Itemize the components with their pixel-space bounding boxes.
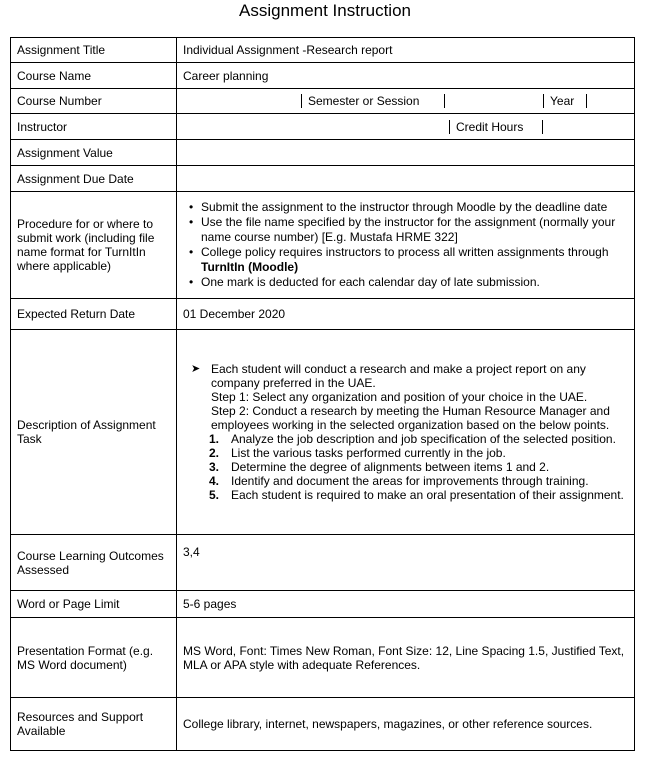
description-step1: Step 1: Select any organization and position of your choice in the UAE. <box>211 390 588 404</box>
table-row <box>11 140 635 166</box>
course-name-value: Career planning <box>177 63 635 89</box>
course-number-split <box>177 89 635 114</box>
course-number-value <box>177 94 302 108</box>
row-label: Course Number <box>11 89 177 114</box>
table-row <box>11 698 635 751</box>
row-label: Course Name <box>11 63 177 89</box>
row-label: Assignment Value <box>11 140 177 166</box>
list-item: 4. Identify and document the areas for improvements through training. <box>209 474 589 488</box>
table-row <box>11 114 635 140</box>
row-label: Assignment Title <box>11 38 177 63</box>
page-title: Assignment Instruction <box>239 1 411 20</box>
list-item: 2. List the various tasks performed currently in the job. <box>209 446 506 460</box>
list-item: 3. Determine the degree of alignments between items 1 and 2. <box>209 460 550 474</box>
year-value <box>587 94 635 108</box>
row-label: Instructor <box>11 114 177 140</box>
list-item-text: College policy requires instructors to process all written assignments through <box>201 245 609 259</box>
semester-label: Semester or Session <box>302 94 445 108</box>
instructor-split <box>177 114 635 140</box>
presentation-value: MS Word, Font: Times New Roman, Font Size: 12, Line Spacing 1.5, Justified Text, MLA or APA style with adequate References. <box>177 618 635 698</box>
table-row <box>11 89 635 114</box>
return-date-value: 01 December 2020 <box>177 299 635 330</box>
list-item: 1. Analyze the job description and job specification of the selected position. <box>209 432 616 446</box>
arrow-bullet-icon: ➤ <box>191 363 201 375</box>
procedure-list <box>183 200 628 290</box>
task-list <box>211 432 628 502</box>
list-item: • One mark is deducted for each calendar day of late submission. <box>201 275 628 290</box>
list-item: • Submit the assignment to the instructor through Moodle by the deadline date <box>201 200 628 215</box>
assignment-value-value <box>177 140 635 166</box>
table-row <box>11 591 635 618</box>
assignment-table <box>10 37 635 751</box>
description-intro: Each student will conduct a research and make a project report on any company preferred in the UAE. <box>211 362 586 390</box>
description-step2: Step 2: Conduct a research by meeting the Human Resource Manager and employees working in the selected organization based on the below points. <box>211 404 610 432</box>
row-label: Assignment Due Date <box>11 166 177 192</box>
table-row <box>11 535 635 591</box>
credit-hours-value <box>543 120 635 134</box>
outcomes-value: 3,4 <box>177 535 635 591</box>
table-row <box>11 330 635 535</box>
word-limit-value: 5-6 pages <box>177 591 635 618</box>
table-row <box>11 166 635 192</box>
credit-hours-label: Credit Hours <box>450 120 543 134</box>
list-item <box>201 245 628 275</box>
due-date-value <box>177 166 635 192</box>
row-label: Word or Page Limit <box>11 591 177 618</box>
instructor-value <box>177 120 450 134</box>
assignment-title-value: Individual Assignment -Research report <box>177 38 635 63</box>
procedure-value <box>177 192 635 299</box>
table-row <box>11 618 635 698</box>
semester-value <box>445 94 544 108</box>
description-value <box>177 330 635 535</box>
row-label: Course Learning Outcomes Assessed <box>11 535 177 591</box>
row-label: Resources and Support Available <box>11 698 177 751</box>
year-label: Year <box>544 94 587 108</box>
table-row <box>11 38 635 63</box>
resources-value: College library, internet, newspapers, magazines, or other reference sources. <box>177 698 635 751</box>
table-row <box>11 63 635 89</box>
row-label: Procedure for or where to submit work (including file name format for TurnItIn where applicable) <box>11 192 177 299</box>
list-item: • Use the file name specified by the instructor for the assignment (normally your name course number) [E.g. Mustafa HRME 322] <box>201 215 628 245</box>
table-row <box>11 192 635 299</box>
row-label: Presentation Format (e.g. MS Word document) <box>11 618 177 698</box>
row-label: Description of Assignment Task <box>11 330 177 535</box>
list-item: 5. Each student is required to make an oral presentation of their assignment. <box>209 488 624 502</box>
row-label: Expected Return Date <box>11 299 177 330</box>
turnitin-bold: TurnItIn (Moodle) <box>201 260 299 274</box>
table-row <box>11 299 635 330</box>
